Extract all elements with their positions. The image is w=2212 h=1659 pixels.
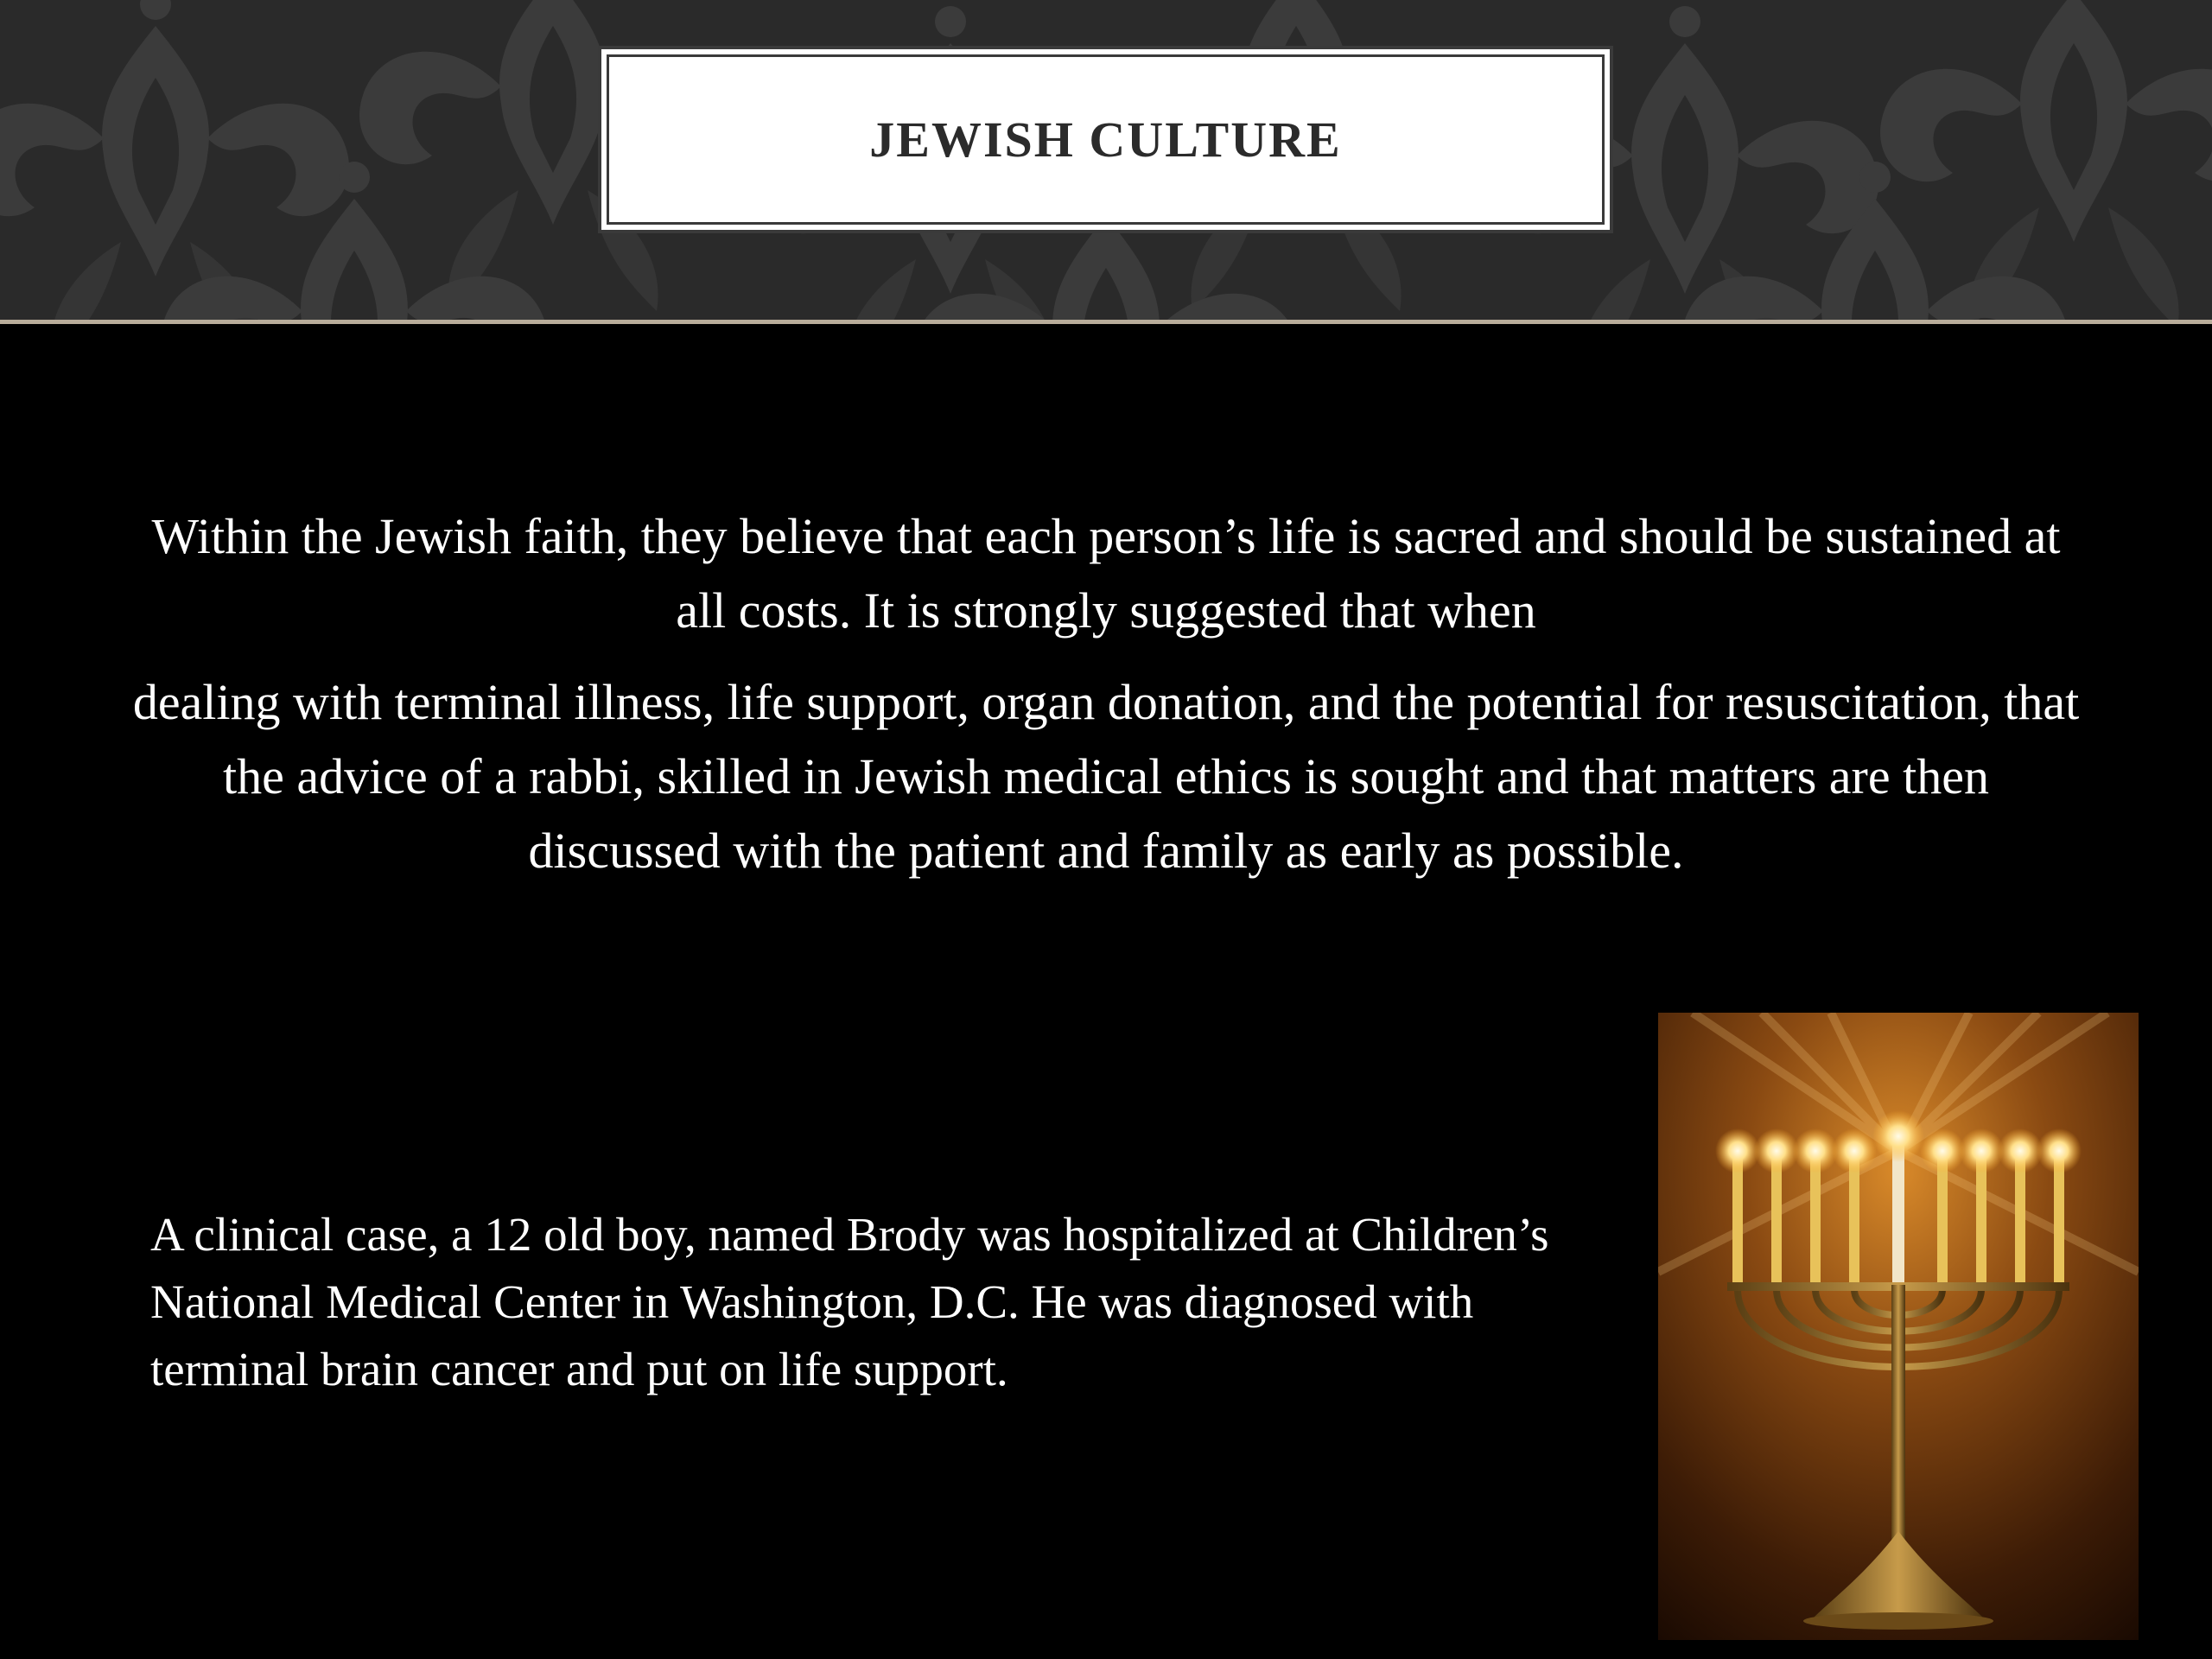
slide-title: JEWISH CULTURE [869, 111, 1342, 168]
header-banner [0, 0, 2212, 320]
title-box [598, 46, 1613, 233]
header-divider [0, 320, 2212, 324]
clinical-case-text: A clinical case, a 12 old boy, named Brody was hospitalized at Children’s National Medical Center in Washington, D.C. He was diagnosed with terminal brain cancer and put on life support. [150, 1208, 1549, 1395]
intro-paragraph: Within the Jewish faith, they believe that each person’s life is sacred and should be sustained at all costs. It is strongly suggested that when [151, 508, 2061, 639]
menorah-photo [1658, 1013, 2139, 1640]
ethics-paragraph: dealing with terminal illness, life support, organ donation, and the potential for resuscitation, that the advice of a rabbi, skilled in Jewish medical ethics is sought and that matters are then discussed with the patient and family as early as possible. [132, 674, 2080, 879]
